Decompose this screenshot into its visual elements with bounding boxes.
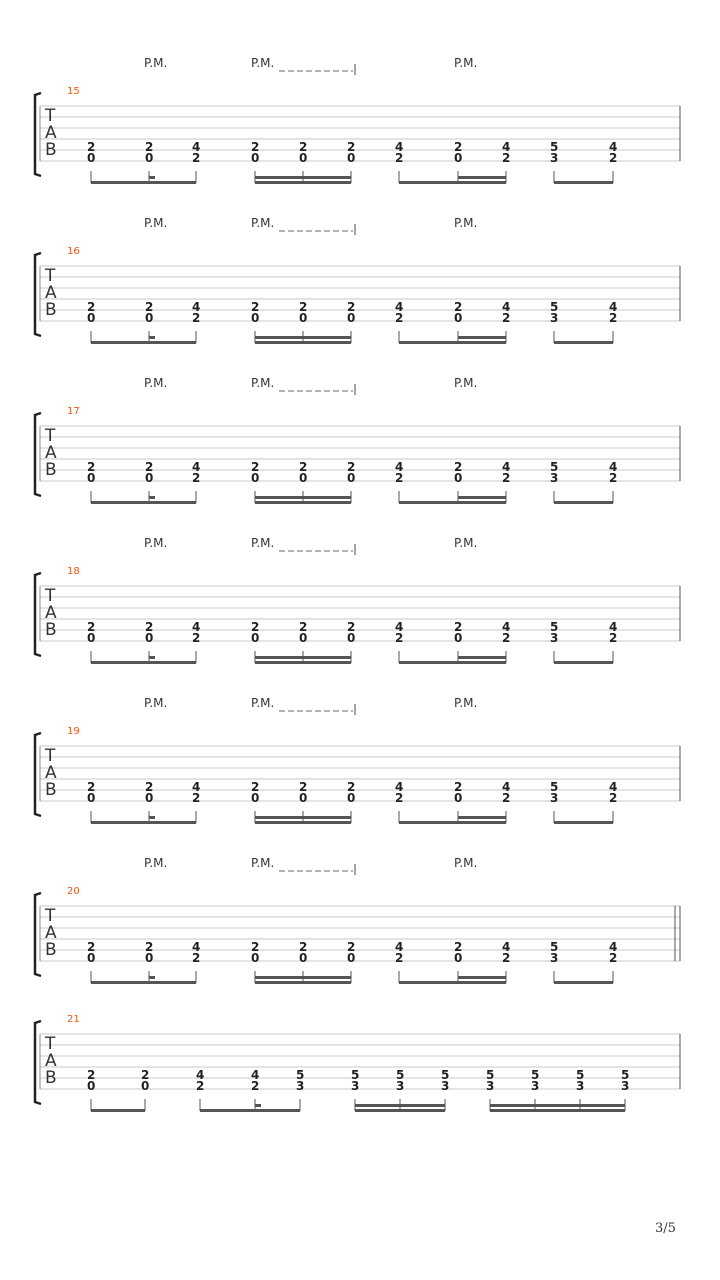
palm-mute-label: P.M.: [454, 696, 478, 710]
page-number: 3/5: [655, 1221, 676, 1236]
fret-number: 3: [550, 951, 559, 965]
fret-number: 4: [502, 780, 511, 794]
tab-system-18: [35, 536, 680, 664]
partial-beam: [149, 496, 155, 499]
fret-number: 0: [347, 791, 356, 805]
fret-number: 0: [299, 631, 308, 645]
fret-number: 0: [454, 631, 463, 645]
fret-number: 4: [395, 300, 404, 314]
beam: [490, 1109, 625, 1112]
partial-beam: [149, 816, 155, 819]
measure-number: 15: [67, 86, 80, 97]
fret-number: 2: [87, 460, 96, 474]
fret-number: 2: [502, 151, 511, 165]
fret-number: 4: [609, 940, 618, 954]
partial-beam: [149, 656, 155, 659]
beam: [458, 976, 506, 979]
fret-number: 2: [251, 460, 260, 474]
fret-number: 5: [396, 1068, 405, 1082]
beam: [255, 501, 351, 504]
fret-number: 2: [251, 940, 260, 954]
fret-number: 2: [251, 1079, 260, 1093]
fret-number: 4: [502, 940, 511, 954]
fret-number: 5: [550, 300, 559, 314]
fret-number: 4: [192, 620, 201, 634]
tab-clef-t: T: [45, 586, 56, 606]
fret-number: 5: [550, 620, 559, 634]
fret-number: 0: [454, 151, 463, 165]
fret-number: 4: [502, 140, 511, 154]
tab-clef-b: B: [45, 300, 57, 320]
beam: [458, 496, 506, 499]
fret-number: 2: [192, 631, 201, 645]
fret-number: 3: [296, 1079, 305, 1093]
palm-mute-label: P.M.: [454, 56, 478, 70]
beam: [554, 501, 613, 504]
fret-number: 2: [454, 140, 463, 154]
fret-number: 0: [347, 631, 356, 645]
fret-number: 0: [454, 791, 463, 805]
fret-number: 0: [251, 471, 260, 485]
fret-number: 4: [502, 460, 511, 474]
beam: [255, 816, 351, 819]
fret-number: 0: [145, 311, 154, 325]
fret-number: 2: [87, 620, 96, 634]
fret-number: 0: [251, 791, 260, 805]
beam: [399, 341, 506, 344]
fret-number: 4: [609, 620, 618, 634]
fret-number: 0: [299, 791, 308, 805]
fret-number: 0: [454, 311, 463, 325]
fret-number: 4: [192, 460, 201, 474]
fret-number: 2: [395, 631, 404, 645]
tab-system-16: [35, 216, 680, 344]
beam: [255, 341, 351, 344]
fret-number: 2: [145, 300, 154, 314]
fret-number: 4: [502, 300, 511, 314]
fret-number: 0: [87, 791, 96, 805]
beam: [554, 341, 613, 344]
fret-number: 2: [609, 631, 618, 645]
fret-number: 2: [395, 311, 404, 325]
tab-clef-a: A: [45, 1051, 57, 1071]
beam: [91, 341, 196, 344]
fret-number: 5: [486, 1068, 495, 1082]
beam: [255, 661, 351, 664]
fret-number: 2: [299, 300, 308, 314]
measure-number: 21: [67, 1014, 80, 1025]
palm-mute-label: P.M.: [251, 216, 275, 230]
beam: [554, 181, 613, 184]
fret-number: 3: [621, 1079, 630, 1093]
fret-number: 0: [454, 951, 463, 965]
tab-system-20: [35, 856, 680, 984]
fret-number: 2: [395, 471, 404, 485]
fret-number: 5: [531, 1068, 540, 1082]
fret-number: 2: [609, 151, 618, 165]
fret-number: 2: [87, 1068, 96, 1082]
beam: [399, 661, 506, 664]
fret-number: 4: [196, 1068, 205, 1082]
fret-number: 2: [609, 791, 618, 805]
fret-number: 0: [347, 311, 356, 325]
beam: [255, 181, 351, 184]
tab-clef-t: T: [45, 266, 56, 286]
tab-clef-a: A: [45, 763, 57, 783]
fret-number: 5: [576, 1068, 585, 1082]
fret-number: 0: [145, 151, 154, 165]
fret-number: 4: [395, 940, 404, 954]
fret-number: 2: [454, 620, 463, 634]
beam: [200, 1109, 300, 1112]
beam: [255, 981, 351, 984]
fret-number: 2: [141, 1068, 150, 1082]
fret-number: 0: [145, 471, 154, 485]
fret-number: 2: [145, 780, 154, 794]
fret-number: 2: [299, 620, 308, 634]
palm-mute-label: P.M.: [144, 56, 168, 70]
fret-number: 3: [550, 791, 559, 805]
beam: [399, 981, 506, 984]
beam: [91, 501, 196, 504]
beam: [554, 981, 613, 984]
fret-number: 0: [145, 631, 154, 645]
fret-number: 4: [395, 140, 404, 154]
fret-number: 2: [145, 140, 154, 154]
beam: [91, 1109, 145, 1112]
fret-number: 4: [395, 620, 404, 634]
fret-number: 2: [609, 951, 618, 965]
beam: [490, 1104, 625, 1107]
measure-number: 20: [67, 886, 80, 897]
fret-number: 0: [87, 311, 96, 325]
fret-number: 2: [251, 780, 260, 794]
fret-number: 5: [550, 460, 559, 474]
beam: [554, 661, 613, 664]
tab-system-21: [35, 1014, 680, 1112]
fret-number: 2: [502, 951, 511, 965]
palm-mute-label: P.M.: [454, 216, 478, 230]
fret-number: 3: [396, 1079, 405, 1093]
partial-beam: [149, 976, 155, 979]
fret-number: 2: [347, 300, 356, 314]
fret-number: 0: [87, 631, 96, 645]
fret-number: 2: [87, 780, 96, 794]
partial-beam: [149, 176, 155, 179]
fret-number: 2: [251, 620, 260, 634]
tab-clef-b: B: [45, 940, 57, 960]
palm-mute-label: P.M.: [454, 376, 478, 390]
tab-clef-a: A: [45, 443, 57, 463]
tab-clef-t: T: [45, 106, 56, 126]
fret-number: 2: [192, 951, 201, 965]
fret-number: 0: [251, 151, 260, 165]
fret-number: 2: [395, 791, 404, 805]
fret-number: 3: [351, 1079, 360, 1093]
fret-number: 2: [609, 311, 618, 325]
beam: [458, 176, 506, 179]
beam: [91, 821, 196, 824]
tab-clef-b: B: [45, 1068, 57, 1088]
fret-number: 4: [192, 140, 201, 154]
beam: [458, 656, 506, 659]
beam: [355, 1104, 445, 1107]
tab-clef-a: A: [45, 923, 57, 943]
fret-number: 2: [299, 940, 308, 954]
fret-number: 0: [299, 471, 308, 485]
fret-number: 4: [395, 780, 404, 794]
beam: [255, 821, 351, 824]
fret-number: 3: [531, 1079, 540, 1093]
fret-number: 4: [609, 140, 618, 154]
measure-number: 19: [67, 726, 80, 737]
fret-number: 0: [251, 631, 260, 645]
fret-number: 0: [87, 471, 96, 485]
fret-number: 4: [192, 940, 201, 954]
tab-clef-a: A: [45, 283, 57, 303]
fret-number: 2: [347, 460, 356, 474]
fret-number: 0: [347, 151, 356, 165]
beam: [554, 821, 613, 824]
fret-number: 5: [550, 940, 559, 954]
tab-clef-a: A: [45, 603, 57, 623]
beam: [458, 816, 506, 819]
fret-number: 2: [454, 780, 463, 794]
beam: [355, 1109, 445, 1112]
fret-number: 0: [299, 311, 308, 325]
fret-number: 0: [299, 151, 308, 165]
fret-number: 2: [347, 620, 356, 634]
partial-beam: [149, 336, 155, 339]
tab-clef-b: B: [45, 780, 57, 800]
fret-number: 4: [251, 1068, 260, 1082]
fret-number: 3: [486, 1079, 495, 1093]
fret-number: 2: [87, 140, 96, 154]
fret-number: 4: [192, 300, 201, 314]
fret-number: 0: [145, 791, 154, 805]
fret-number: 0: [299, 951, 308, 965]
fret-number: 0: [145, 951, 154, 965]
beam: [255, 336, 351, 339]
palm-mute-label: P.M.: [144, 856, 168, 870]
fret-number: 3: [550, 151, 559, 165]
fret-number: 2: [251, 300, 260, 314]
fret-number: 2: [87, 300, 96, 314]
fret-number: 0: [141, 1079, 150, 1093]
fret-number: 0: [87, 151, 96, 165]
measure-number: 16: [67, 246, 80, 257]
palm-mute-label: P.M.: [251, 536, 275, 550]
beam: [399, 501, 506, 504]
measure-number: 18: [67, 566, 80, 577]
beam: [399, 821, 506, 824]
fret-number: 5: [441, 1068, 450, 1082]
fret-number: 0: [87, 1079, 96, 1093]
fret-number: 2: [502, 631, 511, 645]
beam: [458, 336, 506, 339]
fret-number: 2: [502, 471, 511, 485]
beam: [255, 656, 351, 659]
tab-clef-b: B: [45, 460, 57, 480]
fret-number: 2: [251, 140, 260, 154]
fret-number: 5: [621, 1068, 630, 1082]
beam: [255, 976, 351, 979]
fret-number: 2: [347, 940, 356, 954]
fret-number: 4: [609, 300, 618, 314]
palm-mute-label: P.M.: [454, 856, 478, 870]
fret-number: 0: [87, 951, 96, 965]
fret-number: 2: [196, 1079, 205, 1093]
palm-mute-label: P.M.: [454, 536, 478, 550]
fret-number: 3: [441, 1079, 450, 1093]
beam: [91, 661, 196, 664]
beam: [255, 176, 351, 179]
tab-clef-t: T: [45, 426, 56, 446]
tab-clef-b: B: [45, 140, 57, 160]
tab-clef-b: B: [45, 620, 57, 640]
fret-number: 5: [296, 1068, 305, 1082]
palm-mute-label: P.M.: [251, 856, 275, 870]
fret-number: 2: [192, 791, 201, 805]
tab-clef-t: T: [45, 1034, 56, 1054]
fret-number: 2: [299, 780, 308, 794]
fret-number: 2: [395, 951, 404, 965]
fret-number: 3: [550, 631, 559, 645]
palm-mute-label: P.M.: [251, 696, 275, 710]
fret-number: 3: [550, 471, 559, 485]
fret-number: 4: [609, 780, 618, 794]
fret-number: 2: [395, 151, 404, 165]
fret-number: 5: [550, 780, 559, 794]
tab-system-17: [35, 376, 680, 504]
fret-number: 4: [502, 620, 511, 634]
fret-number: 2: [192, 311, 201, 325]
fret-number: 5: [550, 140, 559, 154]
fret-number: 3: [550, 311, 559, 325]
fret-number: 0: [251, 311, 260, 325]
tab-clef-t: T: [45, 746, 56, 766]
measure-number: 17: [67, 406, 80, 417]
beam: [91, 981, 196, 984]
palm-mute-label: P.M.: [144, 536, 168, 550]
fret-number: 2: [454, 940, 463, 954]
fret-number: 2: [145, 620, 154, 634]
fret-number: 2: [145, 940, 154, 954]
fret-number: 4: [192, 780, 201, 794]
partial-beam: [255, 1104, 261, 1107]
fret-number: 2: [347, 140, 356, 154]
beam: [255, 496, 351, 499]
palm-mute-label: P.M.: [144, 696, 168, 710]
fret-number: 5: [351, 1068, 360, 1082]
tab-system-15: [35, 56, 680, 184]
fret-number: 3: [576, 1079, 585, 1093]
beam: [91, 181, 196, 184]
beam: [399, 181, 506, 184]
palm-mute-label: P.M.: [144, 216, 168, 230]
fret-number: 2: [502, 791, 511, 805]
fret-number: 2: [299, 460, 308, 474]
fret-number: 2: [454, 300, 463, 314]
fret-number: 2: [454, 460, 463, 474]
tab-clef-t: T: [45, 906, 56, 926]
fret-number: 2: [145, 460, 154, 474]
tab-clef-a: A: [45, 123, 57, 143]
fret-number: 4: [609, 460, 618, 474]
fret-number: 0: [251, 951, 260, 965]
fret-number: 2: [299, 140, 308, 154]
fret-number: 2: [192, 471, 201, 485]
fret-number: 2: [502, 311, 511, 325]
fret-number: 0: [454, 471, 463, 485]
fret-number: 2: [347, 780, 356, 794]
fret-number: 4: [395, 460, 404, 474]
fret-number: 0: [347, 951, 356, 965]
palm-mute-label: P.M.: [144, 376, 168, 390]
fret-number: 0: [347, 471, 356, 485]
fret-number: 2: [192, 151, 201, 165]
tab-system-19: [35, 696, 680, 824]
palm-mute-label: P.M.: [251, 376, 275, 390]
palm-mute-label: P.M.: [251, 56, 275, 70]
fret-number: 2: [609, 471, 618, 485]
fret-number: 2: [87, 940, 96, 954]
